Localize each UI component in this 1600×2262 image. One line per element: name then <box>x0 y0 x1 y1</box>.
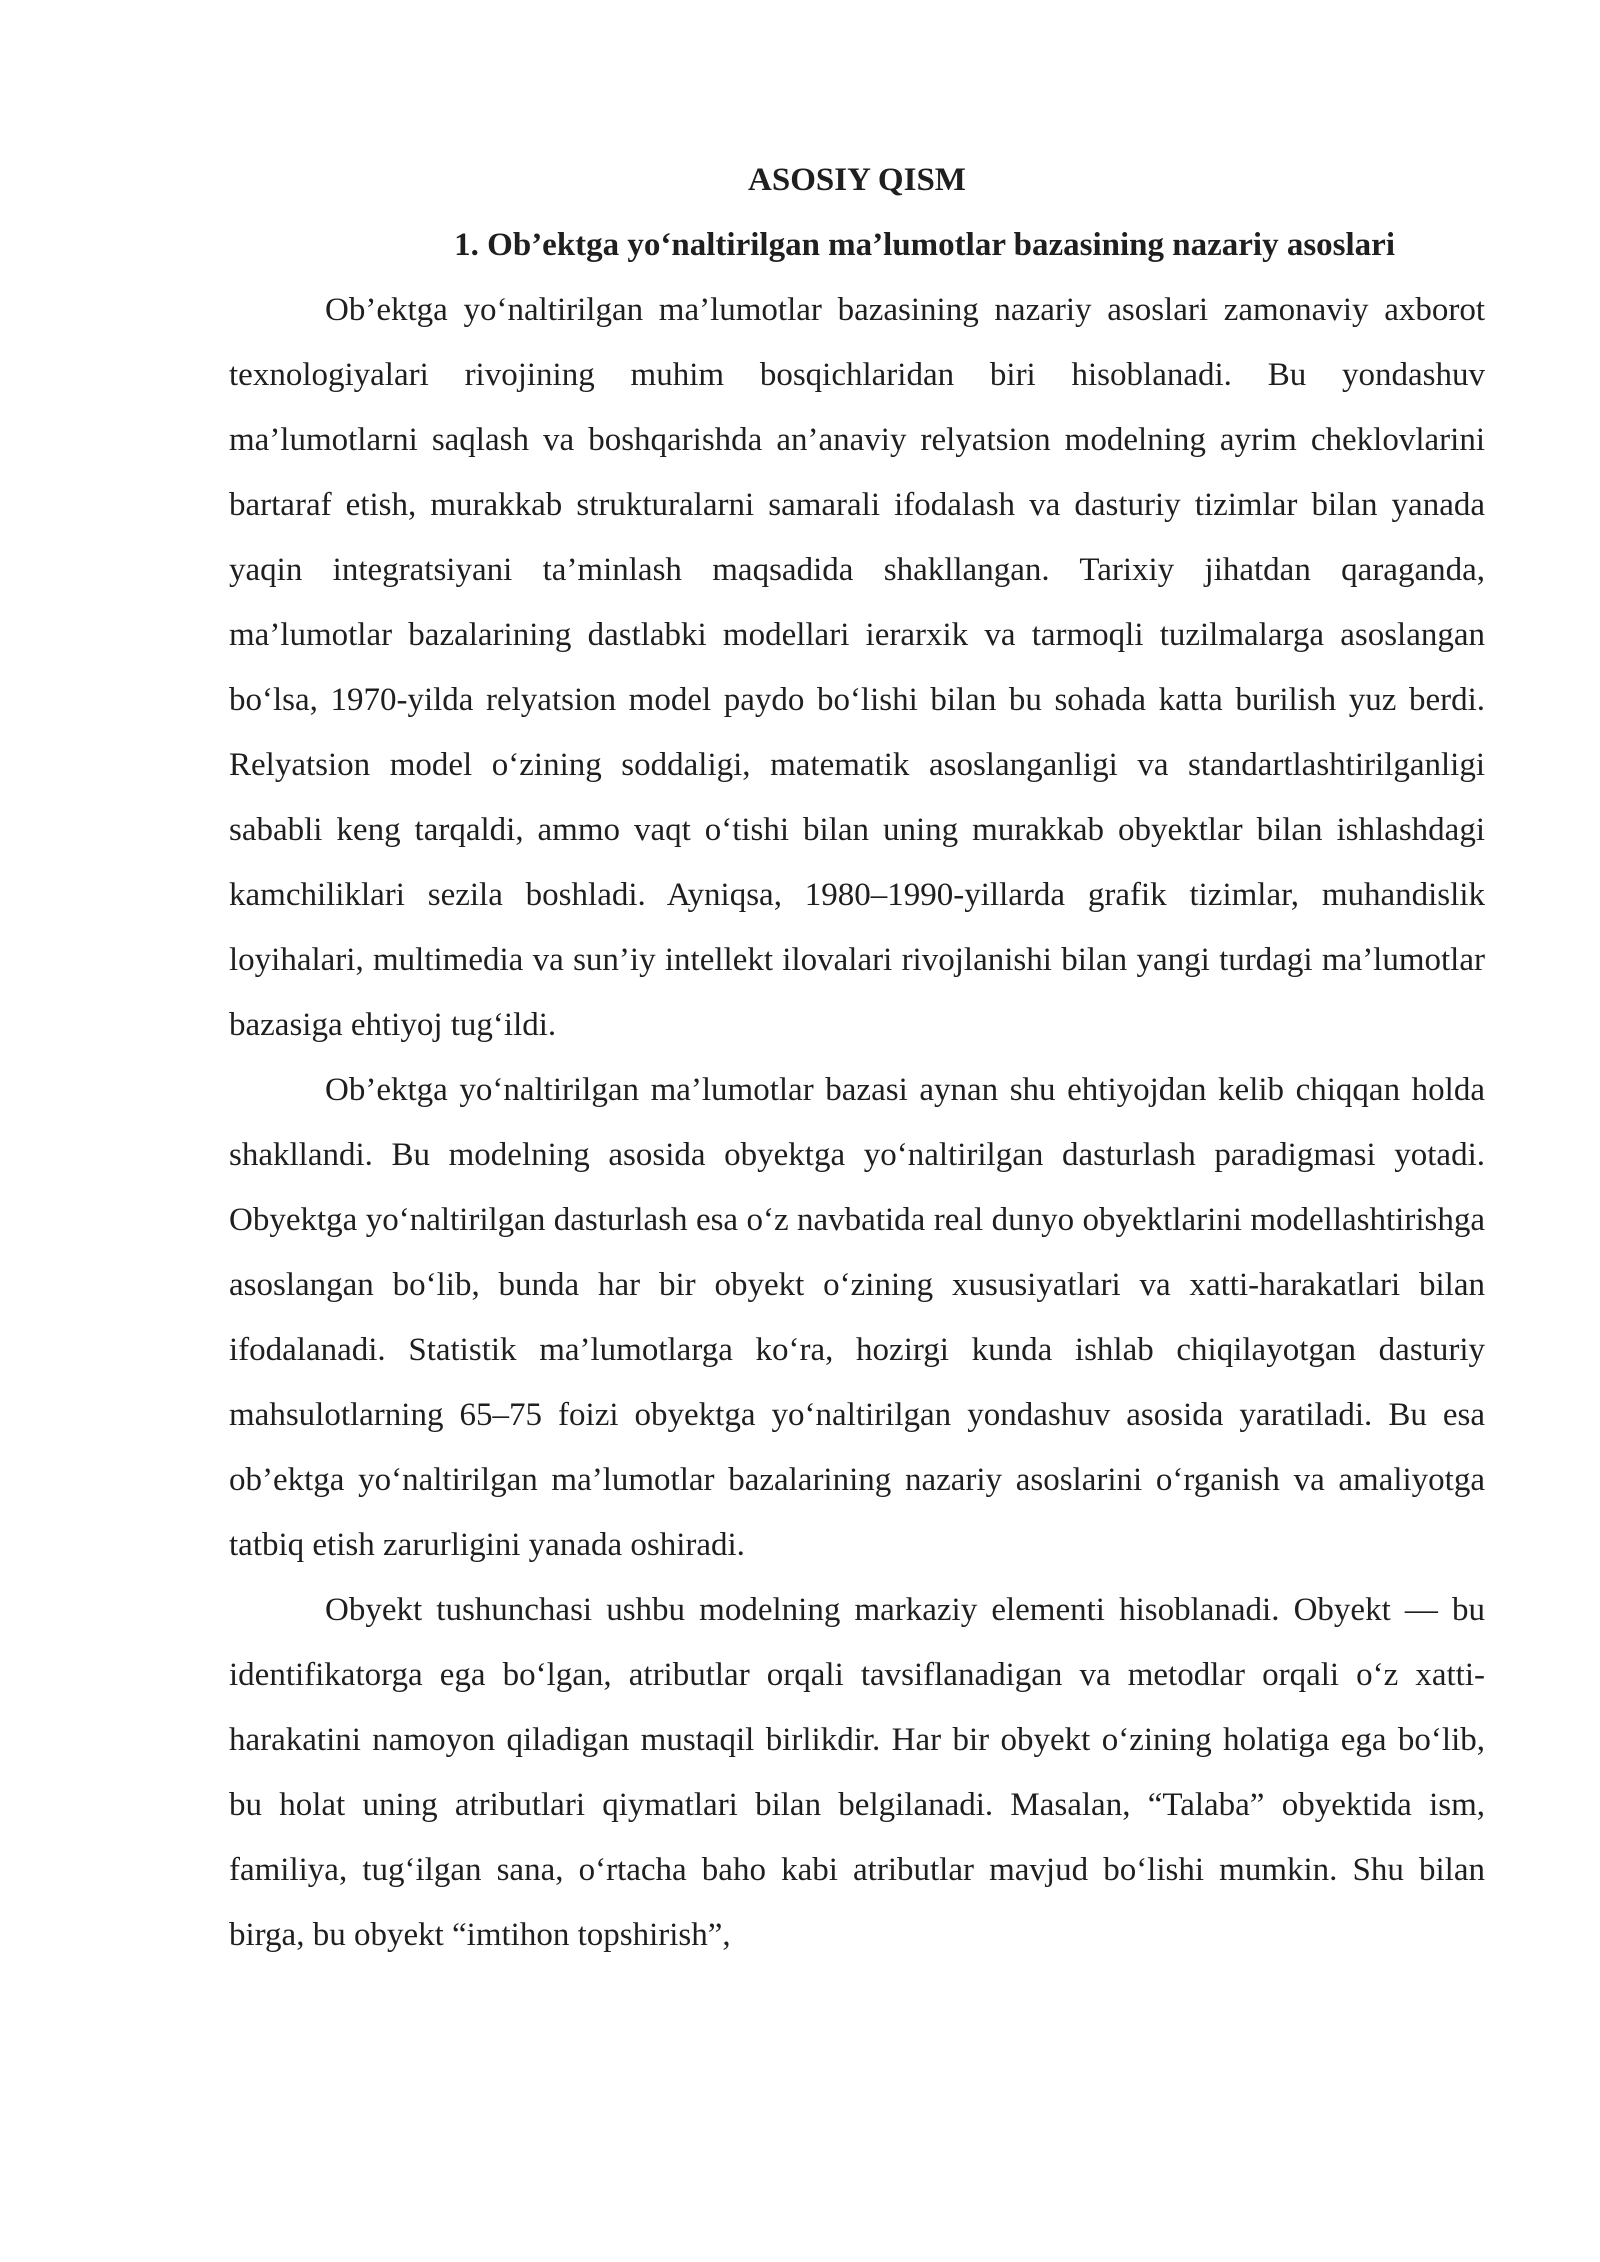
section-title: ASOSIY QISM <box>748 162 966 198</box>
chapter-title: 1. Ob’ektga yo‘naltirilgan ma’lumotlar bazasining nazariy asoslari <box>454 227 1395 263</box>
paragraph-3: Obyekt tushunchasi ushbu modelning markaziy elementi hisoblanadi. Obyekt — bu identifikatorga ega bo‘lgan, atributlar orqali tavsiflanadigan va metodlar orqali o‘z xatti-harakatini namoyon qiladigan mustaqil birlikdir. Har bir obyekt o‘zining holatiga ega bo‘lib, bu holat uning atributlari qiymatlari bilan belgilanadi. Masalan, “Talaba” obyektida ism, familiya, tug‘ilgan sana, o‘rtacha baho kabi atributlar mavjud bo‘lishi mumkin. Shu bilan birga, bu obyekt “imtihon topshirish”, <box>229 1592 1485 1953</box>
paragraph-1: Ob’ektga yo‘naltirilgan ma’lumotlar bazasining nazariy asoslari zamonaviy axborot texnologiyalari rivojining muhim bosqichlaridan biri hisoblanadi. Bu yondashuv ma’lumotlarni saqlash va boshqarishda an’anaviy relyatsion modelning ayrim cheklovlarini bartaraf etish, murakkab strukturalarni samarali ifodalash va dasturiy tizimlar bilan yanada yaqin integratsiyani ta’minlash maqsadida shakllangan. Tarixiy jihatdan qaraganda, ma’lumotlar bazalarining dastlabki modellari ierarxik va tarmoqli tuzilmalarga asoslangan bo‘lsa, 1970-yilda relyatsion model paydo bo‘lishi bilan bu sohada katta burilish yuz berdi. Relyatsion model o‘zining soddaligi, matematik asoslanganligi va standartlashtirilganligi sababli keng tarqaldi, ammo vaqt o‘tishi bilan uning murakkab obyektlar bilan ishlashdagi kamchiliklari sezila boshladi. Ayniqsa, 1980–1990-yillarda grafik tizimlar, muhandislik loyihalari, multimedia va sun’iy intellekt ilovalari rivojlanishi bilan yangi turdagi ma’lumotlar bazasiga ehtiyoj tug‘ildi. <box>229 292 1485 1043</box>
document-page <box>229 148 1485 1968</box>
paragraph-2: Ob’ektga yo‘naltirilgan ma’lumotlar bazasi aynan shu ehtiyojdan kelib chiqqan holda shakllandi. Bu modelning asosida obyektga yo‘naltirilgan dasturlash paradigmasi yotadi. Obyektga yo‘naltirilgan dasturlash esa o‘z navbatida real dunyo obyektlarini modellashtirishga asoslangan bo‘lib, bunda har bir obyekt o‘zining xususiyatlari va xatti-harakatlari bilan ifodalanadi. Statistik ma’lumotlarga ko‘ra, hozirgi kunda ishlab chiqilayotgan dasturiy mahsulotlarning 65–75 foizi obyektga yo‘naltirilgan yondashuv asosida yaratiladi. Bu esa ob’ektga yo‘naltirilgan ma’lumotlar bazalarining nazariy asoslarini o‘rganish va amaliyotga tatbiq etish zarurligini yanada oshiradi. <box>229 1072 1485 1563</box>
